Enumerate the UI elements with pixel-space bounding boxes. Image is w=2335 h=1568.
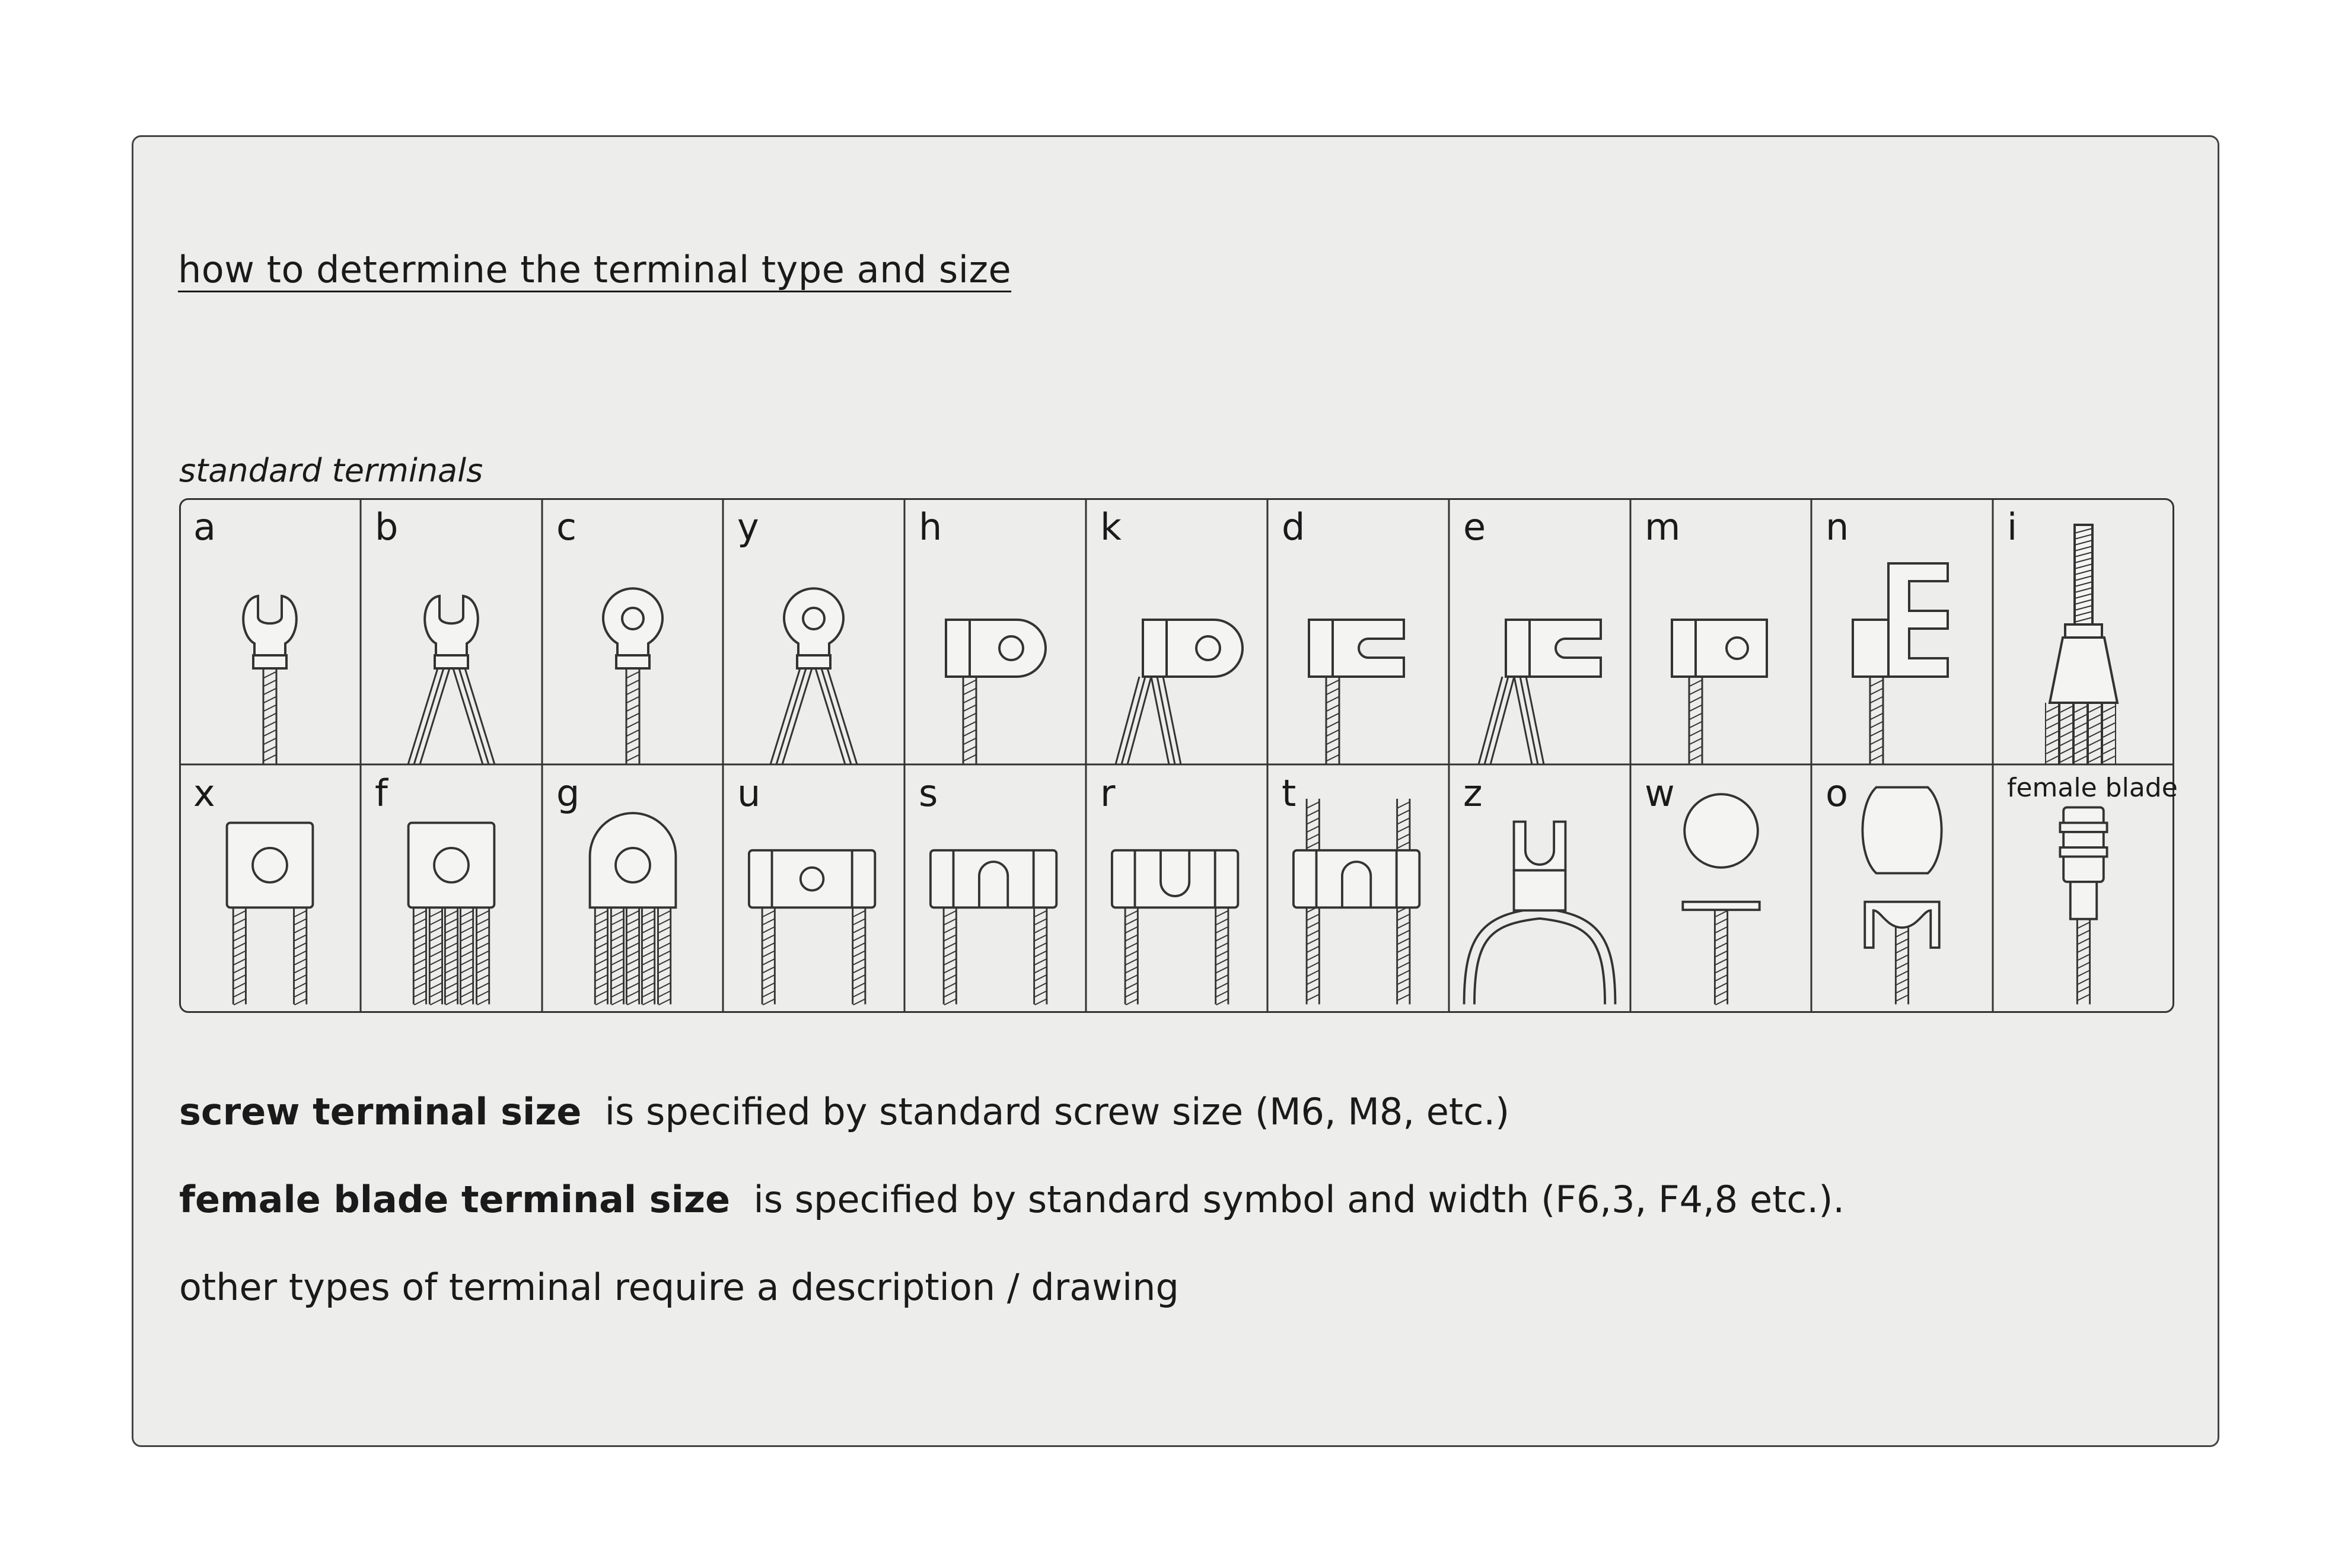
terminal-label: m (1645, 505, 1681, 549)
terminal-label: h (919, 505, 942, 549)
terminal-label: b (375, 505, 399, 549)
terminal-cell-w (1630, 764, 1812, 1013)
terminal-cell-y (723, 498, 904, 764)
terminal-cell-s (904, 764, 1086, 1013)
terminal-label: i (2007, 505, 2018, 549)
terminal-label: u (737, 772, 761, 815)
terminal-cell-e (1449, 498, 1630, 764)
terminal-label: e (1463, 505, 1486, 549)
terminal-label: f (375, 772, 388, 815)
terminal-label: s (919, 772, 938, 815)
terminal-cell-u (723, 764, 904, 1013)
terminal-cell-r (1086, 764, 1267, 1013)
terminal-cell-b (361, 498, 542, 764)
blade-size-text: is specified by standard symbol and width (F6,3, F4,8 etc.). (753, 1178, 1845, 1221)
terminal-label: o (1826, 772, 1848, 815)
terminal-label: female blade (2007, 773, 2178, 803)
terminal-cell-t (1267, 764, 1449, 1013)
terminal-label: g (556, 772, 580, 815)
page-title: how to determine the terminal type and size (178, 248, 1012, 291)
terminal-grid (179, 498, 2178, 1013)
terminal-label: r (1100, 772, 1116, 815)
section-subtitle: standard terminals (179, 452, 483, 489)
terminal-cell-f (361, 764, 542, 1013)
screw-size-note (179, 1090, 1509, 1133)
blade-size-bold: female blade terminal size (179, 1178, 731, 1221)
other-types-note: other types of terminal require a description / drawing (179, 1266, 1179, 1309)
terminal-label: c (556, 505, 577, 549)
terminal-label: n (1826, 505, 1849, 549)
terminal-cell-g (542, 764, 724, 1013)
terminal-cell-i (1993, 498, 2174, 764)
blade-size-note (179, 1178, 1845, 1221)
terminal-cell-a (179, 498, 361, 764)
terminal-cell-n (1811, 498, 1993, 764)
terminal-cell-k (1086, 498, 1267, 764)
terminal-label: x (193, 772, 215, 815)
terminal-label: k (1100, 505, 1122, 549)
terminal-label: a (193, 505, 216, 549)
terminal-label: d (1282, 505, 1305, 549)
terminal-cell-d (1267, 498, 1449, 764)
terminal-label: z (1463, 772, 1483, 815)
screw-size-text: is specified by standard screw size (M6, M8, etc.) (604, 1090, 1510, 1133)
terminal-cell-z (1449, 764, 1630, 1013)
terminal-label: t (1282, 772, 1296, 815)
terminal-cell-h (904, 498, 1086, 764)
terminal-cell-m (1630, 498, 1812, 764)
terminal-cell-o (1811, 764, 1993, 1013)
terminal-cell-female-blade (1993, 764, 2178, 1013)
terminal-cell-c (542, 498, 724, 764)
screw-size-bold: screw terminal size (179, 1090, 582, 1133)
terminal-label: w (1645, 772, 1675, 815)
threaded-stud-terminal-icon (1993, 498, 2174, 764)
terminal-label: y (737, 505, 759, 549)
terminal-cell-x (179, 764, 361, 1013)
